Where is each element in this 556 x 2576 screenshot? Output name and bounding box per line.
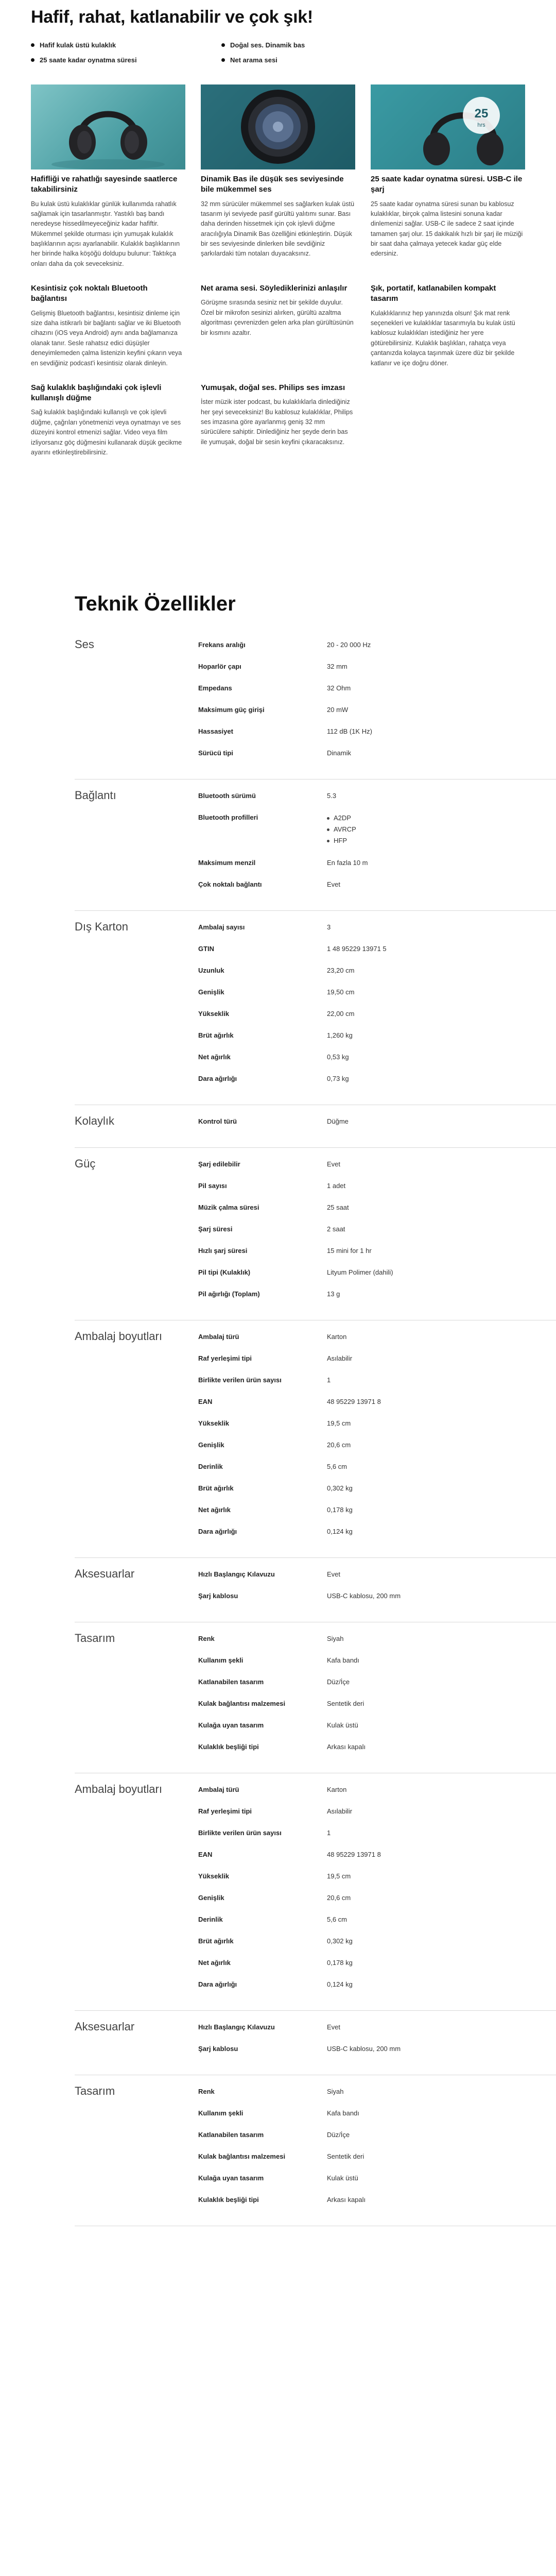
spec-value: 1 [327,1829,331,1837]
feature-title: Yumuşak, doğal ses. Philips ses imzası [201,383,345,392]
spec-rows [198,779,556,910]
spec-key: Yükseklik [198,1010,229,1018]
spec-key: Kullanım şekli [198,1656,244,1664]
bullet-dot-icon [31,43,34,47]
feature-title: Net arama sesi. Söylediklerinizi anlaşılır [201,284,348,293]
spec-value: Kafa bandı [327,2109,359,2117]
spec-key: Net ağırlık [198,1506,231,1514]
spec-value: 48 95229 13971 8 [327,1851,381,1858]
spec-row [198,1159,556,1170]
spec-key: Katlanabilen tasarım [198,2131,264,2139]
spec-value: 20 - 20 000 Hz [327,641,371,649]
spec-key: Maksimum menzil [198,859,256,867]
spec-key: Hızlı Başlangıç Kılavuzu [198,1570,275,1578]
spec-row [198,1116,556,1127]
spec-row [198,662,556,672]
spec-rows [198,1320,556,1557]
spec-value: Asılabilir [327,1807,353,1815]
spec-key: Renk [198,1635,215,1642]
spec-row [198,1483,556,1494]
spec-key: Kulağa uyan tasarım [198,2174,264,2182]
spec-row [198,726,556,737]
spec-rows [198,1105,556,1147]
spec-value: 0,302 kg [327,1937,353,1945]
spec-row [198,1828,556,1838]
spec-value: Evet [327,880,341,888]
spec-section [75,1622,556,1773]
bullet-dot-icon [327,840,329,842]
feature-title: Hafifliği ve rahatlığı sayesinde saatlerce takabilirsiniz [31,175,178,194]
spec-value: 1 [327,1376,331,1384]
spec-row [198,1418,556,1429]
feature-title: Sağ kulaklık başlığındaki çok işlevli kullanışlı düğme [31,383,162,403]
spec-key: Pil ağırlığı (Toplam) [198,1290,260,1298]
spec-row [198,1850,556,1860]
spec-list-item [327,835,356,846]
spec-value: En fazla 10 m [327,859,368,867]
spec-row [198,1785,556,1795]
spec-value: Karton [327,1786,347,1793]
spec-row [198,1030,556,1041]
spec-row [198,944,556,954]
spec-row [198,1893,556,1903]
spec-rows [198,2075,556,2226]
bullet-dot-icon [327,828,329,831]
spec-key: Hızlı şarj süresi [198,1247,248,1255]
feature-grid [31,174,525,457]
spec-section-title: Tasarım [75,1632,115,1645]
spec-value: 0,124 kg [327,1980,353,1988]
spec-key: Genişlik [198,1894,224,1902]
spec-value: Kulak üstü [327,2174,358,2182]
spec-row [198,1289,556,1299]
spec-key: Dara ağırlığı [198,1528,237,1535]
spec-key: Maksimum güç girişi [198,706,265,714]
spec-rows [198,911,556,1105]
feature-text: İster müzik ister podcast, bu kulaklıklarla dinlediğiniz her şeyi seveceksiniz! Bu kablosuz kulaklıklar, Philips ses imzasına göre ayarlanmış geniş 32 mm sürücülere sahiptir. Dinlediğiniz her şeyde derin bas ile yumuşak, doğal bir sesin keyfini çıkaracaksınız. [201,398,353,446]
spec-row [198,1936,556,1946]
spec-key: Yükseklik [198,1419,229,1427]
feature-card [31,383,185,457]
spec-value: Evet [327,1160,341,1168]
spec-row [198,2130,556,2140]
spec-value: USB-C kablosu, 200 mm [327,2045,401,2053]
spec-value: Lityum Polimer (dahili) [327,1268,393,1276]
feature-card [201,283,355,368]
spec-section-title: Ambalaj boyutları [75,1783,162,1795]
spec-row [198,1979,556,1990]
spec-key: Kullanım şekli [198,2109,244,2117]
spec-key: Hoparlör çapı [198,663,241,670]
bullet-dot-icon [221,58,225,62]
spec-value: 0,178 kg [327,1959,353,1967]
spec-key: Raf yerleşimi tipi [198,1807,252,1815]
spec-value: 32 mm [327,663,348,670]
spec-row [198,1914,556,1925]
bullet-text: Doğal ses. Dinamik bas [230,41,305,49]
spec-row [198,683,556,693]
spec-row [198,1397,556,1407]
spec-value: Siyah [327,2088,344,2095]
spec-row [198,1246,556,1256]
spec-section [75,1105,556,1148]
hero-bullet [221,41,396,49]
spec-key: Bluetooth profilleri [198,814,258,821]
spec-row [198,1332,556,1342]
spec-row [198,1699,556,1709]
specs-title: Teknik Özellikler [75,592,236,615]
spec-key: Kulağa uyan tasarım [198,1721,264,1729]
spec-section-title: Ambalaj boyutları [75,1330,162,1343]
feature-card [371,174,525,269]
spec-section [75,1773,556,2011]
spec-rows [198,629,556,779]
spec-key: Brüt ağırlık [198,1484,234,1492]
spec-section [75,2011,556,2075]
battery-badge-icon [371,84,525,170]
spec-value: 1 48 95229 13971 5 [327,945,387,953]
spec-key: Hızlı Başlangıç Kılavuzu [198,2023,275,2031]
spec-section-title: Güç [75,1157,96,1170]
spec-section [75,1320,556,1558]
spec-row [198,1224,556,1234]
feature-card [201,383,355,457]
spec-key: Renk [198,2088,215,2095]
spec-value: 19,5 cm [327,1872,351,1880]
feature-text: Bu kulak üstü kulaklıklar günlük kullanımda rahatlık sağlamak için tasarlanmıştır. Yastıklı baş bandı neredeyse hissedilmeyeceğiniz kadar hafiftir. Mükemmel şekilde oturması için yumuşak kulaklık başlıklarının açısı ayarlanabilir. Kulaklık başlıklarının her birinde halka köşöğü doldupu bulunur: Taktıkça onları daha da çok seveceksiniz. [31,200,180,267]
spec-section [75,629,556,779]
spec-row [198,987,556,997]
spec-key: Kulak bağlantısı malzemesi [198,2153,286,2160]
spec-value: 1 adet [327,1182,346,1190]
bullet-dot-icon [31,58,34,62]
spec-key: Dara ağırlığı [198,1980,237,1988]
spec-row [198,1591,556,1601]
spec-key: Genişlik [198,988,224,996]
spec-value: Dinamik [327,749,351,757]
spec-section-title: Kolaylık [75,1114,115,1127]
spec-list-text: HFP [334,837,347,844]
spec-section-title: Bağlantı [75,789,116,802]
spec-value: 20 mW [327,706,349,714]
feature-text: Kulaklıklarınız hep yanınızda olsun! Şık mat renk seçenekleri ve kulaklıklar tasarımıyla bu kulak üstü kablosuz kulaklıkları istediğiniz her yere götürebilirsiniz. Kulaklık başlıkları, rahatça veya çantanızda kolayca taşınmak üzere düz bir şekilde katlanır ve içe doğru döner. [371,309,515,367]
spec-row [198,2151,556,2162]
spec-key: Genişlik [198,1441,224,1449]
feature-text: Görüşme sırasında sesiniz net bir şekilde duyulur. Özel bir mikrofon sesinizi alırken, gürültü azaltma algoritması çevrenizden gelen arka plan gürültüsünün bir kısmını azaltır. [201,299,354,336]
spec-value: Karton [327,1333,347,1341]
spec-value: Sentetik deri [327,2153,364,2160]
spec-section-title: Aksesuarlar [75,1567,135,1580]
spec-rows [198,1773,556,2010]
spec-row [198,2108,556,2119]
spec-value: 0,124 kg [327,1528,353,1535]
feature-card [371,283,525,368]
bullet-dot-icon [221,43,225,47]
spec-value: Arkası kapalı [327,1743,366,1751]
spec-value: Sentetik deri [327,1700,364,1707]
spec-key: Brüt ağırlık [198,1031,234,1039]
battery-hours-number: 25 [474,107,489,121]
spec-section [75,911,556,1105]
spec-row [198,812,556,846]
spec-value: 112 dB (1K Hz) [327,727,372,735]
feature-text: Gelişmiş Bluetooth bağlantısı, kesintisiz dinleme için size daha istikrarlı bir bağlantı sağlar ve iki Bluetooth cihazını (iOS veya Android) aynı anda bağlamanıza olanak tanır. Sesle rahatsız edici düşüşler deneyimlemeden çalma listenizin keyfini çıkarın veya en sevdiğiniz podcast'i kesintisiz olarak dinleyin. [31,309,182,367]
spec-key: EAN [198,1398,213,1405]
spec-value: 32 Ohm [327,684,351,692]
feature-text: Sağ kulaklık başlığındaki kullanışlı ve çok işlevli düğme, çağrıları yönetmenizi veya oynatmayı ve ses düzeyini kontrol etmenizi sağlar. Video veya film izliyorsanız göç düğmesini kullanarak düşük gecikme ayarını etkinleştirebilirsiniz. [31,409,182,456]
spec-row [198,858,556,868]
spec-row [198,1074,556,1084]
spec-section-title: Ses [75,638,94,651]
spec-row [198,2044,556,2054]
headphones-image-icon [31,84,185,170]
battery-hours-unit: hrs [477,122,485,128]
spec-key: Çok noktalı bağlantı [198,880,262,888]
spec-value: 48 95229 13971 8 [327,1398,381,1405]
spec-list-text: A2DP [334,814,351,822]
spec-value: 25 saat [327,1204,349,1211]
spec-row [198,791,556,801]
spec-key: Derinlik [198,1463,223,1470]
spec-row [198,1677,556,1687]
feature-text: 25 saate kadar oynatma süresi sunan bu kablosuz kulaklıklar, birçok çalma listesini sonuna kadar dinlemenizi sağlar. USB-C ile sadece 2 saat içinde tamamen şarj olur. 15 dakikalık hızlı bir şarj ile müziği bir saat daha çalmaya yetecek kadar güç elde edersiniz. [371,200,523,258]
spec-value: Kafa bandı [327,1656,359,1664]
spec-key: Birlikte verilen ürün sayısı [198,1376,282,1384]
spec-list-text: AVRCP [334,825,356,833]
spec-key: Pil sayısı [198,1182,227,1190]
spec-key: Şarj kablosu [198,2045,238,2053]
spec-row [198,1634,556,1644]
spec-row [198,2022,556,2032]
spec-row [198,1958,556,1968]
spec-rows [198,2011,556,2075]
spec-list-item [327,812,356,824]
spec-section-title: Dış Karton [75,920,128,933]
spec-row [198,640,556,650]
spec-row [198,1009,556,1019]
spec-value: 22,00 cm [327,1010,355,1018]
spec-row [198,1267,556,1278]
spec-row [198,1720,556,1731]
spec-value: 19,50 cm [327,988,355,996]
spec-row [198,1181,556,1191]
spec-row [198,1353,556,1364]
spec-key: Empedans [198,684,232,692]
spec-value [327,812,356,846]
bullet-text: 25 saate kadar oynatma süresi [40,56,137,64]
spec-sections [75,629,556,2226]
hero-bullet [221,56,396,64]
spec-row [198,1505,556,1515]
spec-value: 5,6 cm [327,1463,348,1470]
spec-row [198,1871,556,1882]
spec-value: Düğme [327,1117,349,1125]
spec-value: Asılabilir [327,1354,353,1362]
spec-value: 19,5 cm [327,1419,351,1427]
spec-key: Ambalaj türü [198,1333,239,1341]
spec-row [198,1742,556,1752]
spec-section [75,1558,556,1622]
spec-row [198,2195,556,2205]
spec-key: Kulaklık beşliği tipi [198,1743,259,1751]
spec-row [198,1527,556,1537]
spec-section-title: Aksesuarlar [75,2020,135,2033]
spec-value: Düz/İçe [327,1678,350,1686]
spec-key: Dara ağırlığı [198,1075,237,1082]
spec-rows [198,1622,556,1773]
spec-row [198,2173,556,2183]
spec-value: Düz/İçe [327,2131,350,2139]
spec-row [198,1202,556,1213]
feature-text: 32 mm sürücüler mükemmel ses sağlarken kulak üstü tasarım iyi seviyede pasif gürültü yalıtımı sunar. Bası daha derinden hissetmek için çok işlevli düğme aracılığıyla Dinamik Bas özelliğini etkinleştirin. Düşük bir ses seviyesinde dinlerken bile sevdiğiniz şarkılardaki tüm notaları duyacaksınız. [201,200,355,258]
ear-cushion-image-icon [201,84,355,170]
spec-value: Evet [327,2023,341,2031]
spec-key: Kulak bağlantısı malzemesi [198,1700,286,1707]
spec-key: Hassasiyet [198,727,233,735]
spec-value: 3 [327,923,331,931]
spec-key: Şarj süresi [198,1225,233,1233]
spec-row [198,1440,556,1450]
spec-value: 0,53 kg [327,1053,349,1061]
spec-value: Arkası kapalı [327,2196,366,2204]
feature-title: Şık, portatif, katlanabilen kompakt tasarım [371,284,496,303]
feature-card [31,174,185,269]
spec-key: Katlanabilen tasarım [198,1678,264,1686]
spec-row [198,705,556,715]
bullet-text: Hafif kulak üstü kulaklık [40,41,116,49]
spec-key: Raf yerleşimi tipi [198,1354,252,1362]
spec-value: Kulak üstü [327,1721,358,1729]
spec-value: 20,6 cm [327,1894,351,1902]
spec-key: Sürücü tipi [198,749,233,757]
spec-row [198,1052,556,1062]
spec-rows [198,1148,556,1320]
spec-key: Ambalaj sayısı [198,923,245,931]
spec-row [198,1655,556,1666]
spec-value: 13 g [327,1290,340,1298]
spec-value: 20,6 cm [327,1441,351,1449]
spec-key: Uzunluk [198,967,224,974]
spec-value: Siyah [327,1635,344,1642]
spec-key: Pil tipi (Kulaklık) [198,1268,251,1276]
spec-section [75,2075,556,2226]
spec-section [75,779,556,911]
spec-value: 0,178 kg [327,1506,353,1514]
spec-row [198,1806,556,1817]
spec-row [198,2087,556,2097]
feature-title: Dinamik Bas ile düşük ses seviyesinde bile mükemmel ses [201,175,344,194]
spec-key: Ambalaj türü [198,1786,239,1793]
bullet-dot-icon [327,817,329,820]
spec-key: Yükseklik [198,1872,229,1880]
spec-row [198,922,556,933]
spec-value: 23,20 cm [327,967,355,974]
hero-bullet [31,56,206,64]
spec-value: 5.3 [327,792,337,800]
spec-row [198,1462,556,1472]
spec-value: USB-C kablosu, 200 mm [327,1592,401,1600]
spec-value: 5,6 cm [327,1916,348,1923]
hero-bullets [31,41,443,64]
spec-key: Derinlik [198,1916,223,1923]
spec-row [198,1569,556,1580]
spec-key: Net ağırlık [198,1959,231,1967]
page-title: Hafif, rahat, katlanabilir ve çok şık! [31,7,313,27]
feature-card [31,283,185,368]
spec-key: Bluetooth sürümü [198,792,256,800]
spec-value: 1,260 kg [327,1031,353,1039]
feature-image-gallery [31,84,525,170]
spec-row [198,748,556,758]
hero-bullet [31,41,206,49]
spec-row [198,879,556,890]
spec-rows [198,1558,556,1622]
spec-key: Brüt ağırlık [198,1937,234,1945]
spec-key: EAN [198,1851,213,1858]
bullet-text: Net arama sesi [230,56,277,64]
spec-key: Kulaklık beşliği tipi [198,2196,259,2204]
spec-value: 0,73 kg [327,1075,349,1082]
spec-key: Birlikte verilen ürün sayısı [198,1829,282,1837]
spec-key: Şarj kablosu [198,1592,238,1600]
spec-value: Evet [327,1570,341,1578]
spec-list-item [327,824,356,835]
feature-title: 25 saate kadar oynatma süresi. USB-C ile şarj [371,175,523,194]
feature-card [201,174,355,269]
spec-value: 15 mini for 1 hr [327,1247,372,1255]
spec-section [75,1148,556,1320]
spec-section-title: Tasarım [75,2084,115,2097]
spec-value: 2 saat [327,1225,345,1233]
spec-key: Frekans aralığı [198,641,246,649]
spec-key: Kontrol türü [198,1117,237,1125]
spec-key: Net ağırlık [198,1053,231,1061]
spec-key: GTIN [198,945,215,953]
spec-row [198,1375,556,1385]
feature-title: Kesintisiz çok noktalı Bluetooth bağlantısı [31,284,148,303]
spec-value: 0,302 kg [327,1484,353,1492]
spec-key: Şarj edilebilir [198,1160,240,1168]
spec-row [198,965,556,976]
spec-key: Müzik çalma süresi [198,1204,259,1211]
